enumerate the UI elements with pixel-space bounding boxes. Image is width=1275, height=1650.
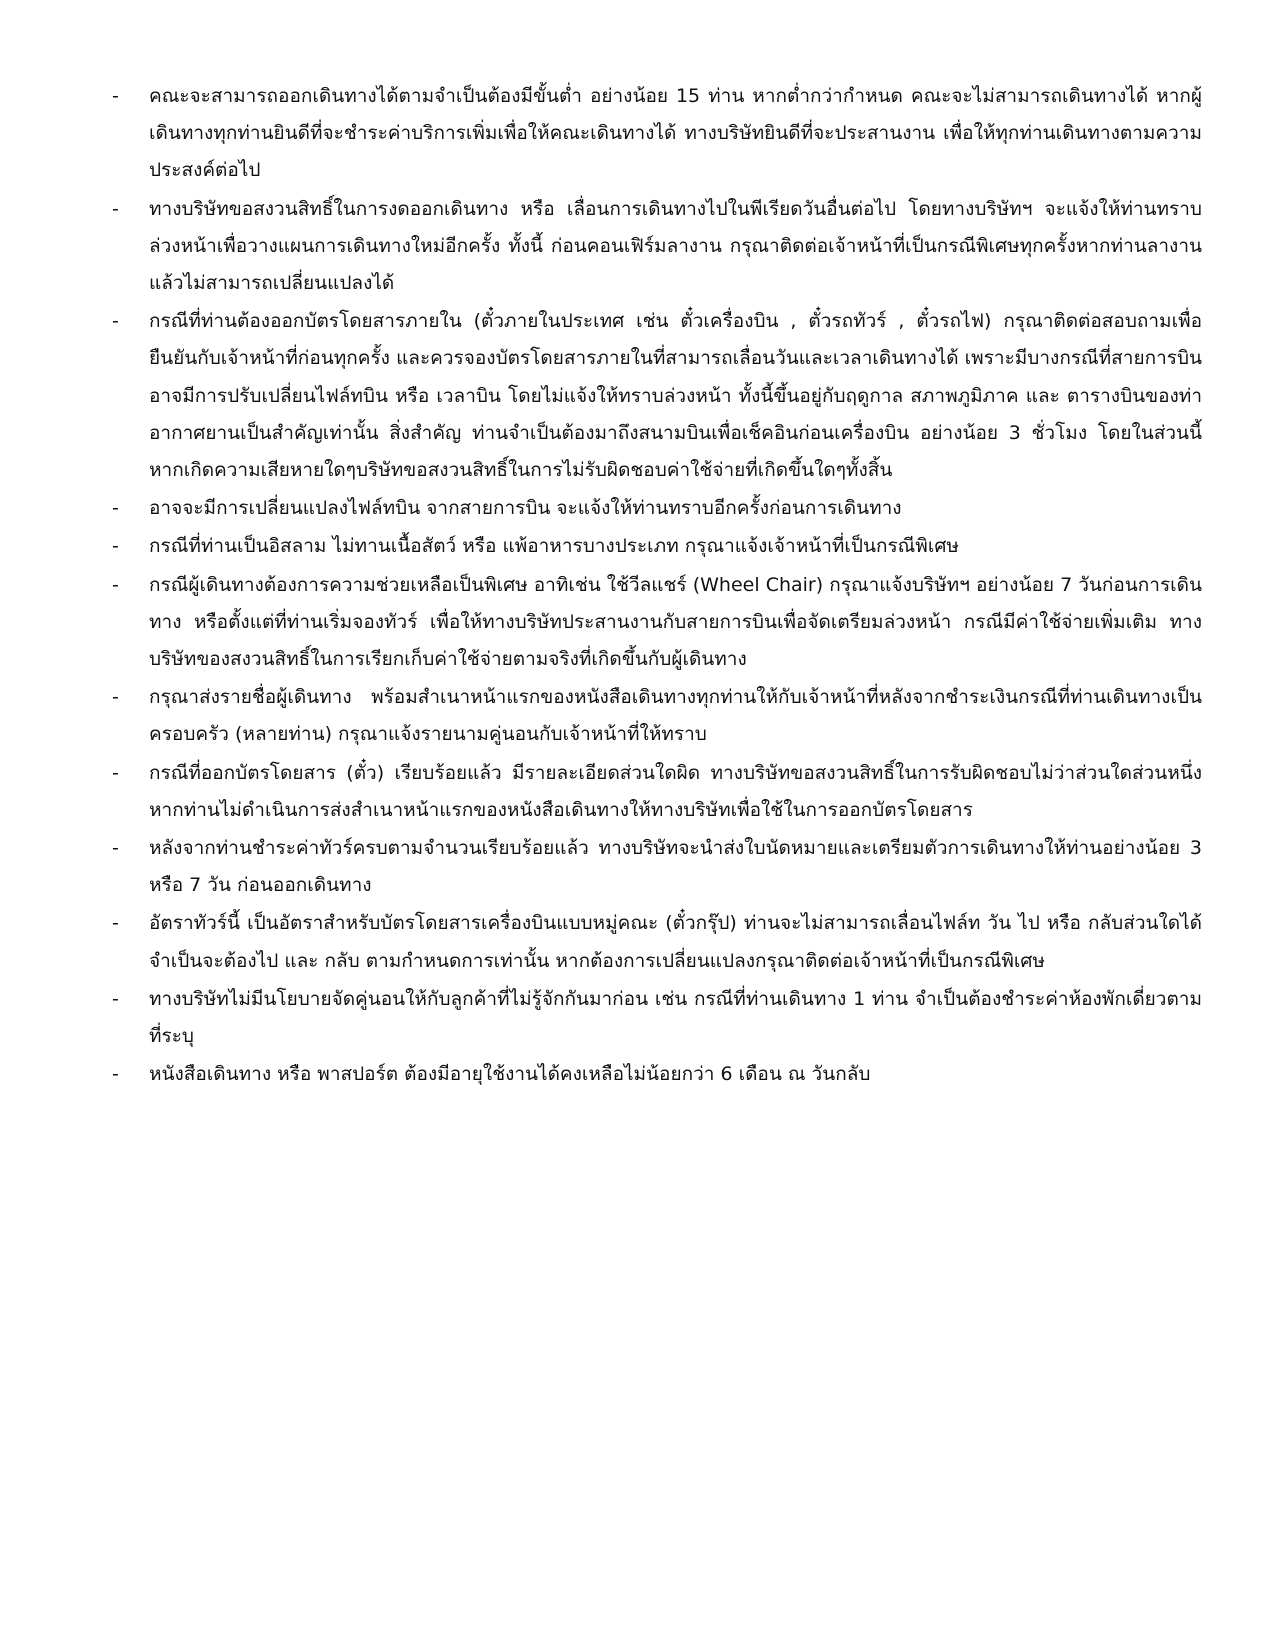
list-item xyxy=(112,303,1202,489)
list-item-text: กรณีที่ท่านต้องออกบัตรโดยสารภายใน (ตั๋วภายในประเทศ เช่น ตั๋วเครื่องบิน , ตั๋วรถทัวร์ , ตั๋วรถไฟ) กรุณาติดต่อสอบถามเพื่อยืนยันกับเจ้าหน้าที่ก่อนทุกครั้ง และควรจองบัตรโดยสารภายในที่สามารถเลื่อนวันและเวลาเดินทางได้ เพราะมีบางกรณีที่สายการบินอาจมีการปรับเปลี่ยนไฟล์ทบิน หรือ เวลาบิน โดยไม่แจ้งให้ทราบล่วงหน้า ทั้งนี้ขึ้นอยู่กับฤดูกาล สภาพภูมิภาค และ ตารางบินของท่าอากาศยานเป็นสำคัญเท่านั้น สิ่งสำคัญ ท่านจำเป็นต้องมาถึงสนามบินเพื่อเช็คอินก่อนเครื่องบิน อย่างน้อย 3 ชั่วโมง โดยในส่วนนี้หากเกิดความเสียหายใดๆบริษัทขอสงวนสิทธิ์ในการไม่รับผิดชอบค่าใช้จ่ายที่เกิดขึ้นใดๆทั้งสิ้น xyxy=(149,310,1202,482)
list-bullet: - xyxy=(112,912,119,935)
list-bullet: - xyxy=(112,1063,119,1086)
list-bullet: - xyxy=(112,573,119,596)
list-item-text: ทางบริษัทขอสงวนสิทธิ์ในการงดออกเดินทาง หรือ เลื่อนการเดินทางไปในพีเรียดวันอื่นต่อไป โดยทางบริษัทฯ จะแจ้งให้ท่านทราบล่วงหน้าเพื่อวางแผนการเดินทางใหม่อีกครั้ง ทั้งนี้ ก่อนคอนเฟิร์มลางาน กรุณาติดต่อเจ้าหน้าที่เป็นกรณีพิเศษทุกครั้งหากท่านลางานแล้วไม่สามารถเปลี่ยนแปลงได้ xyxy=(149,197,1202,295)
list-bullet: - xyxy=(112,85,119,107)
list-item xyxy=(112,78,1202,190)
list-item xyxy=(112,191,1202,303)
terms-list xyxy=(112,78,1202,1094)
list-item-text: กรณีผู้เดินทางต้องการความช่วยเหลือเป็นพิเศษ อาทิเช่น ใช้วีลแชร์ (Wheel Chair) กรุณาแจ้งบริษัทฯ อย่างน้อย 7 วันก่อนการเดินทาง หรือตั้งแต่ที่ท่านเริ่มจองทัวร์ เพื่อให้ทางบริษัทประสานงานกับสายการบินเพื่อจัดเตรียมล่วงหน้า กรณีมีค่าใช้จ่ายเพิ่มเติม ทางบริษัทของสงวนสิทธิ์ในการเรียกเก็บค่าใช้จ่ายตามจริงที่เกิดขึ้นกับผู้เดินทาง xyxy=(149,573,1202,671)
list-item-text: อัตราทัวร์นี้ เป็นอัตราสำหรับบัตรโดยสารเครื่องบินแบบหมู่คณะ (ตั๋วกรุ๊ป) ท่านจะไม่สามารถเลื่อนไฟล์ท วัน ไป หรือ กลับส่วนใดได้ จำเป็นจะต้องไป และ กลับ ตามกำหนดการเท่านั้น หากต้องการเปลี่ยนแปลงกรุณาติดต่อเจ้าหน้าที่เป็นกรณีพิเศษ xyxy=(149,912,1202,972)
list-item xyxy=(112,567,1202,679)
list-item-text: หลังจากท่านชำระค่าทัวร์ครบตามจำนวนเรียบร้อยแล้ว ทางบริษัทจะนำส่งใบนัดหมายและเตรียมตัวการเดินทางให้ท่านอย่างน้อย 3 หรือ 7 วัน ก่อนออกเดินทาง xyxy=(149,837,1202,897)
list-item xyxy=(112,755,1202,829)
list-item-text: อาจจะมีการเปลี่ยนแปลงไฟล์ทบิน จากสายการบิน จะแจ้งให้ท่านทราบอีกครั้งก่อนการเดินทาง xyxy=(149,497,902,520)
list-item xyxy=(112,1056,1202,1093)
list-bullet: - xyxy=(112,535,119,558)
list-bullet: - xyxy=(112,310,119,333)
list-item xyxy=(112,905,1202,979)
list-item xyxy=(112,679,1202,753)
list-item xyxy=(112,830,1202,904)
list-item-text: คณะจะสามารถออกเดินทางได้ตามจำเป็นต้องมีขั้นต่ำ อย่างน้อย 15 ท่าน หากต่ำกว่ากำหนด คณะจะไม่สามารถเดินทางได้ หากผู้เดินทางทุกท่านยินดีที่จะชำระค่าบริการเพิ่มเพื่อให้คณะเดินทางได้ ทางบริษัทยินดีที่จะประสานงาน เพื่อให้ทุกท่านเดินทางตามความประสงค์ต่อไป xyxy=(149,85,1202,182)
list-bullet: - xyxy=(112,686,119,709)
list-bullet: - xyxy=(112,987,119,1010)
list-item xyxy=(112,490,1202,527)
list-item-text: กรุณาส่งรายชื่อผู้เดินทาง พร้อมสำเนาหน้าแรกของหนังสือเดินทางทุกท่านให้กับเจ้าหน้าที่หลังจากชำระเงินกรณีที่ท่านเดินทางเป็นครอบครัว (หลายท่าน) กรุณาแจ้งรายนามคู่นอนกับเจ้าหน้าที่ให้ทราบ xyxy=(149,686,1202,746)
list-bullet: - xyxy=(112,197,119,220)
list-bullet: - xyxy=(112,497,119,520)
list-item-text: หนังสือเดินทาง หรือ พาสปอร์ต ต้องมีอายุใช้งานได้คงเหลือไม่น้อยกว่า 6 เดือน ณ วันกลับ xyxy=(149,1063,871,1086)
list-bullet: - xyxy=(112,761,119,784)
list-item xyxy=(112,981,1202,1055)
list-item-text: ทางบริษัทไม่มีนโยบายจัดคู่นอนให้กับลูกค้าที่ไม่รู้จักกันมาก่อน เช่น กรณีที่ท่านเดินทาง 1 ท่าน จำเป็นต้องชำระค่าห้องพักเดี่ยวตามที่ระบุ xyxy=(149,987,1202,1048)
list-bullet: - xyxy=(112,837,119,860)
list-item-text: กรณีที่ออกบัตรโดยสาร (ตั๋ว) เรียบร้อยแล้ว มีรายละเอียดส่วนใดผิด ทางบริษัทขอสงวนสิทธิ์ในการรับผิดชอบไม่ว่าส่วนใดส่วนหนึ่ง หากท่านไม่ดำเนินการส่งสำเนาหน้าแรกของหนังสือเดินทางให้ทางบริษัทเพื่อใช้ในการออกบัตรโดยสาร xyxy=(149,761,1202,821)
list-item xyxy=(112,528,1202,565)
list-item-text: กรณีที่ท่านเป็นอิสลาม ไม่ทานเนื้อสัตว์ หรือ แพ้อาหารบางประเภท กรุณาแจ้งเจ้าหน้าที่เป็นกรณีพิเศษ xyxy=(149,535,959,558)
